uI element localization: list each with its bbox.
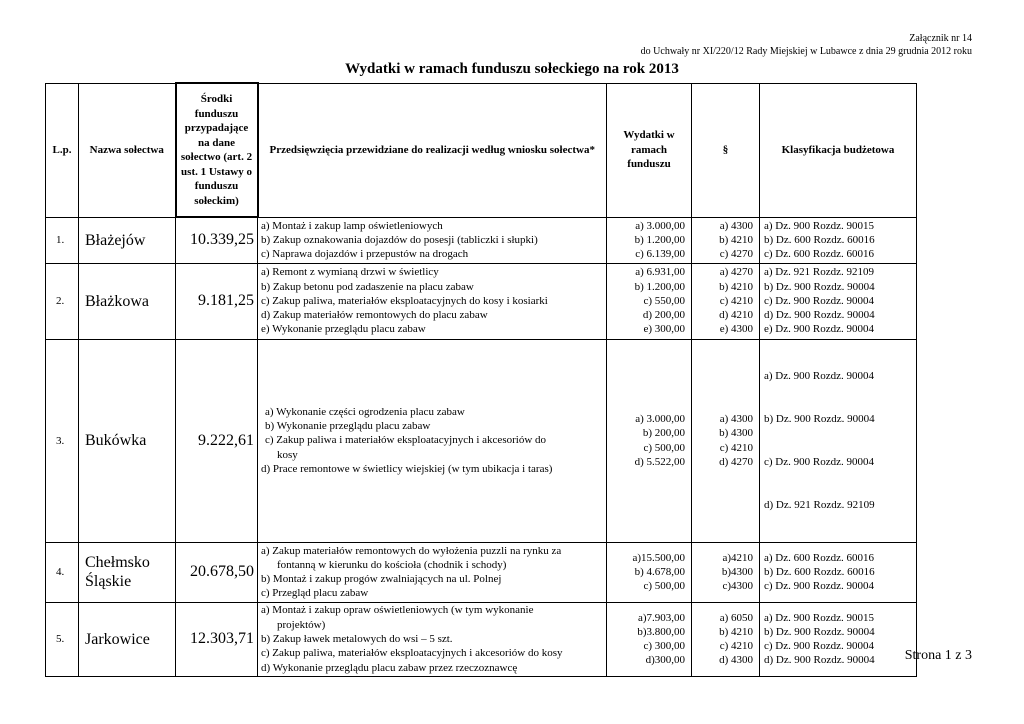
village-name: Jarkowice <box>79 602 176 676</box>
paragraph-cell <box>692 542 760 602</box>
paragraph-value: d) 4210 <box>719 309 753 322</box>
project-item: d) Prace remontowe w świetlicy wiejskiej (w tym ubikacja i taras) <box>261 463 553 476</box>
project-item: d) Zakup materiałów remontowych do placu zabaw <box>261 309 488 322</box>
row-lp: 1. <box>46 217 79 263</box>
expense-value: b)3.800,00 <box>637 625 685 638</box>
paragraph-value: c) 4210 <box>719 441 753 454</box>
project-item: c) Zakup paliwa i materiałów eksploatacyjnych i akcesoriów do <box>265 434 547 447</box>
resolution-reference: do Uchwały nr XI/220/12 Rady Miejskiej w Lubawce z dnia 29 grudnia 2012 roku <box>640 46 972 57</box>
paragraph-value: c)4300 <box>722 580 753 593</box>
classification-value: d) Dz. 900 Rozdz. 90004 <box>764 654 875 667</box>
paragraph-value: c) 4210 <box>719 294 753 307</box>
expense-value: b) 200,00 <box>642 427 685 440</box>
classification-value: a) Dz. 900 Rozdz. 90004 <box>764 370 874 383</box>
project-item: a) Wykonanie części ogrodzenia placu zabaw <box>265 405 465 418</box>
project-item: c) Zakup paliwa, materiałów eksploatacyjnych i akcesoriów do kosy <box>261 647 563 660</box>
classification-value: c) Dz. 900 Rozdz. 90004 <box>764 294 874 307</box>
classification-value: c) Dz. 900 Rozdz. 90004 <box>764 580 874 593</box>
col-header-projects: Przedsięwzięcia przewidziane do realizacji według wniosku sołectwa* <box>258 83 607 217</box>
fund-amount: 20.678,50 <box>176 542 258 602</box>
classification-cell <box>760 217 917 263</box>
classification-value: d) Dz. 921 Rozdz. 92109 <box>764 498 875 511</box>
expense-value: b) 4.678,00 <box>634 566 685 578</box>
annex-number: Załącznik nr 14 <box>909 33 972 44</box>
paragraph-value: a) 4300 <box>719 412 753 425</box>
paragraph-cell <box>692 217 760 263</box>
classification-cell <box>760 602 917 676</box>
project-item: b) Zakup oznakowania dojazdów do posesji (tabliczki i słupki) <box>261 233 538 246</box>
project-item: b) Zakup betonu pod zadaszenie na placu zabaw <box>261 280 474 293</box>
expenses-cell <box>607 602 692 676</box>
paragraph-value: a) 6050 <box>719 611 753 624</box>
fund-amount: 10.339,25 <box>176 217 258 263</box>
classification-value: b) Dz. 600 Rozdz. 60016 <box>764 233 875 246</box>
projects-cell <box>258 263 607 339</box>
project-item: a) Remont z wymianą drzwi w świetlicy <box>261 266 439 279</box>
projects-cell <box>258 602 607 676</box>
table-row <box>46 217 917 263</box>
page-title: Wydatki w ramach funduszu sołeckiego na rok 2013 <box>345 61 679 77</box>
village-name: Błażkowa <box>79 263 176 339</box>
projects-cell <box>258 217 607 263</box>
classification-value: c) Dz. 900 Rozdz. 90004 <box>764 455 874 468</box>
row-lp: 5. <box>46 602 79 676</box>
expense-value: a)15.500,00 <box>632 551 685 564</box>
projects-cell <box>258 542 607 602</box>
project-item: c) Zakup paliwa, materiałów eksploatacyjnych do kosy i kosiarki <box>261 294 548 307</box>
row-lp: 3. <box>46 339 79 542</box>
row-lp: 2. <box>46 263 79 339</box>
classification-value: a) Dz. 600 Rozdz. 60016 <box>764 551 874 564</box>
expense-value: c) 550,00 <box>643 294 685 307</box>
expense-value: b) 1.200,00 <box>634 233 685 246</box>
expense-value: a)7.903,00 <box>637 611 685 624</box>
classification-value: a) Dz. 900 Rozdz. 90015 <box>764 611 874 624</box>
classification-value: a) Dz. 900 Rozdz. 90015 <box>764 219 874 232</box>
expense-value: c) 500,00 <box>643 441 685 454</box>
page-number: Strona 1 z 3 <box>904 648 972 663</box>
project-item: c) Przegląd placu zabaw <box>261 587 369 600</box>
project-item: b) Zakup ławek metalowych do wsi – 5 szt. <box>261 633 453 645</box>
expenses-cell <box>607 339 692 542</box>
col-header-funds: Środki funduszu przypadające na dane sołectwo (art. 2 ust. 1 Ustawy o funduszu sołeckim) <box>176 83 258 217</box>
project-item-continuation: kosy <box>277 448 298 461</box>
project-item: a) Montaż i zakup opraw oświetleniowych (w tym wykonanie <box>261 604 534 617</box>
expenses-cell <box>607 217 692 263</box>
paragraph-value: c) 4210 <box>719 640 753 653</box>
village-name: Chełmsko Śląskie <box>79 542 176 602</box>
paragraph-cell <box>692 339 760 542</box>
projects-cell <box>258 339 607 542</box>
project-item: b) Wykonanie przeglądu placu zabaw <box>265 420 431 433</box>
expense-value: d)300,00 <box>645 654 685 667</box>
classification-value: b) Dz. 900 Rozdz. 90004 <box>764 412 875 425</box>
table-row <box>46 263 917 339</box>
expense-value: d) 5.522,00 <box>634 455 685 468</box>
col-header-name: Nazwa sołectwa <box>79 83 176 217</box>
classification-value: b) Dz. 900 Rozdz. 90004 <box>764 280 875 293</box>
paragraph-value: b) 4210 <box>719 625 753 638</box>
col-header-classification: Klasyfikacja budżetowa <box>760 83 917 217</box>
project-item: a) Montaż i zakup lamp oświetleniowych <box>261 219 443 232</box>
paragraph-value: a) 4300 <box>719 219 753 232</box>
paragraph-value: d) 4300 <box>719 654 753 667</box>
project-item: e) Wykonanie przeglądu placu zabaw <box>261 323 426 336</box>
classification-cell <box>760 339 917 542</box>
budget-table <box>45 82 917 677</box>
paragraph-value: b) 4210 <box>719 233 753 246</box>
classification-cell <box>760 263 917 339</box>
fund-amount: 12.303,71 <box>176 602 258 676</box>
expenses-cell <box>607 263 692 339</box>
expense-value: c) 500,00 <box>643 580 685 593</box>
village-name: Bukówka <box>79 339 176 542</box>
paragraph-cell <box>692 263 760 339</box>
expense-value: e) 300,00 <box>643 323 685 336</box>
paragraph-value: a)4210 <box>722 551 753 564</box>
paragraph-value: b) 4210 <box>719 280 753 293</box>
project-item-continuation: projektów) <box>277 618 326 631</box>
classification-value: b) Dz. 600 Rozdz. 60016 <box>764 566 875 578</box>
project-item: d) Wykonanie przeglądu placu zabaw przez rzeczoznawcę <box>261 661 518 674</box>
row-lp: 4. <box>46 542 79 602</box>
expense-value: a) 6.931,00 <box>635 266 685 279</box>
project-item-continuation: fontanną w kierunku do kościoła (chodnik i schody) <box>277 558 507 571</box>
expense-value: c) 300,00 <box>643 640 685 653</box>
expense-value: a) 3.000,00 <box>635 412 685 425</box>
fund-amount: 9.222,61 <box>176 339 258 542</box>
classification-value: d) Dz. 900 Rozdz. 90004 <box>764 309 875 322</box>
paragraph-value: e) 4300 <box>719 323 753 336</box>
col-header-expenses: Wydatki w ramach funduszu <box>607 83 692 217</box>
paragraph-value: d) 4270 <box>719 455 753 468</box>
table-row <box>46 542 917 602</box>
expenses-cell <box>607 542 692 602</box>
paragraph-value: a) 4270 <box>719 266 753 279</box>
table-row <box>46 602 917 676</box>
classification-value: c) Dz. 600 Rozdz. 60016 <box>764 248 874 261</box>
classification-value: b) Dz. 900 Rozdz. 90004 <box>764 625 875 638</box>
table-row <box>46 339 917 542</box>
classification-value: a) Dz. 921 Rozdz. 92109 <box>764 266 874 279</box>
project-item: b) Montaż i zakup progów zwalniających na ul. Polnej <box>261 573 502 586</box>
paragraph-value: b)4300 <box>721 566 753 578</box>
expense-value: d) 200,00 <box>642 309 685 322</box>
project-item: c) Naprawa dojazdów i przepustów na drogach <box>261 248 469 261</box>
classification-value: e) Dz. 900 Rozdz. 90004 <box>764 323 874 336</box>
col-header-paragraph: § <box>692 83 760 217</box>
paragraph-value: c) 4270 <box>719 248 753 261</box>
project-item: a) Zakup materiałów remontowych do wyłożenia puzzli na rynku za <box>261 544 562 557</box>
paragraph-cell <box>692 602 760 676</box>
header-row <box>46 83 917 217</box>
expense-value: a) 3.000,00 <box>635 219 685 232</box>
expense-value: c) 6.139,00 <box>635 248 685 261</box>
expense-value: b) 1.200,00 <box>634 280 685 293</box>
village-name: Błażejów <box>79 217 176 263</box>
paragraph-value: b) 4300 <box>719 427 753 440</box>
classification-value: c) Dz. 900 Rozdz. 90004 <box>764 640 874 653</box>
fund-amount: 9.181,25 <box>176 263 258 339</box>
col-header-lp: L.p. <box>46 83 79 217</box>
classification-cell <box>760 542 917 602</box>
